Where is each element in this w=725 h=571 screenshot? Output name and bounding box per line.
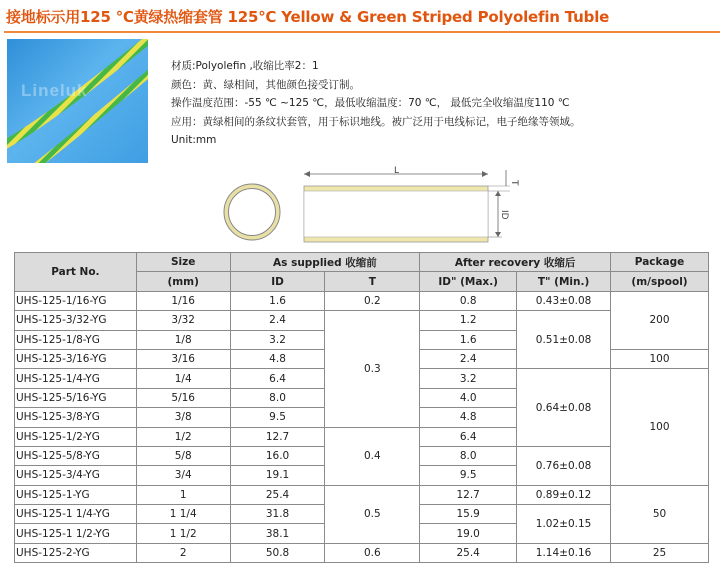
t-cell: 0.6 (325, 543, 420, 562)
id-max-cell: 4.8 (420, 408, 517, 427)
id-max-cell: 1.2 (420, 311, 517, 330)
id-max-cell: 8.0 (420, 446, 517, 465)
table-row (15, 291, 709, 310)
header-size: Size (136, 253, 230, 272)
header-package: Package (611, 253, 709, 272)
header-part-no: Part No. (15, 253, 137, 292)
tube-bore (304, 191, 488, 237)
header-size-unit: (mm) (136, 272, 230, 291)
id-max-cell: 2.4 (420, 349, 517, 368)
id-cell: 12.7 (230, 427, 325, 446)
t-cell: 0.5 (325, 485, 420, 543)
table-row (15, 485, 709, 504)
size-cell: 1/4 (136, 369, 230, 388)
package-cell: 200 (611, 291, 709, 349)
size-cell: 2 (136, 543, 230, 562)
t-min-cell: 0.89±0.12 (517, 485, 611, 504)
id-max-cell: 0.8 (420, 291, 517, 310)
t-min-cell: 0.43±0.08 (517, 291, 611, 310)
part-number-cell: UHS-125-1/2-YG (15, 427, 137, 446)
part-number-cell: UHS-125-5/8-YG (15, 446, 137, 465)
header-package-unit: (m/spool) (611, 272, 709, 291)
t-min-cell: 1.02±0.15 (517, 505, 611, 544)
id-cell: 16.0 (230, 446, 325, 465)
id-max-cell: 9.5 (420, 466, 517, 485)
t-cell: 0.4 (325, 427, 420, 485)
watermark-logo: Lineluk (21, 81, 88, 100)
part-number-cell: UHS-125-1/16-YG (15, 291, 137, 310)
part-number-cell: UHS-125-3/4-YG (15, 466, 137, 485)
package-cell: 100 (611, 349, 709, 368)
id-max-cell: 1.6 (420, 330, 517, 349)
package-cell: 100 (611, 369, 709, 485)
package-cell: 50 (611, 485, 709, 543)
size-cell: 1/16 (136, 291, 230, 310)
size-cell: 3/4 (136, 466, 230, 485)
product-photo (7, 39, 148, 163)
id-cell: 50.8 (230, 543, 325, 562)
size-cell: 1/8 (136, 330, 230, 349)
page-title: 接地标示用125 ℃黄绿热缩套管 125℃ Yellow & Green Striped Polyolefin Tuble (6, 8, 610, 26)
part-number-cell: UHS-125-1/4-YG (15, 369, 137, 388)
t-cell: 0.2 (325, 291, 420, 310)
part-number-cell: UHS-125-1-YG (15, 485, 137, 504)
id-cell: 4.8 (230, 349, 325, 368)
t-min-cell: 0.76±0.08 (517, 446, 611, 485)
tubing-illustration (7, 39, 148, 163)
id-cell: 6.4 (230, 369, 325, 388)
spec-material: 材质:Polyolefin ,收缩比率2：1 (171, 60, 319, 72)
table-row (15, 311, 709, 330)
size-cell: 1/2 (136, 427, 230, 446)
id-max-cell: 15.9 (420, 505, 517, 524)
size-cell: 1 1/2 (136, 524, 230, 543)
header-after-recovery: After recovery 收缩后 (420, 253, 611, 272)
title-divider (4, 31, 720, 33)
size-cell: 3/8 (136, 408, 230, 427)
id-cell: 19.1 (230, 466, 325, 485)
tube-side-view (296, 166, 526, 246)
part-number-cell: UHS-125-3/32-YG (15, 311, 137, 330)
id-cell: 31.8 (230, 505, 325, 524)
id-max-cell: 25.4 (420, 543, 517, 562)
t-min-cell: 1.14±0.16 (517, 543, 611, 562)
size-cell: 1 1/4 (136, 505, 230, 524)
header-t-min: T" (Min.) (517, 272, 611, 291)
id-cell: 9.5 (230, 408, 325, 427)
id-max-cell: 6.4 (420, 427, 517, 446)
size-cell: 1 (136, 485, 230, 504)
header-as-supplied: As supplied 收缩前 (230, 253, 420, 272)
id-cell: 25.4 (230, 485, 325, 504)
t-min-cell: 0.51±0.08 (517, 311, 611, 369)
id-cell: 2.4 (230, 311, 325, 330)
header-id-max: ID" (Max.) (420, 272, 517, 291)
specification-table (14, 252, 709, 563)
part-number-cell: UHS-125-5/16-YG (15, 388, 137, 407)
id-cell: 1.6 (230, 291, 325, 310)
part-number-cell: UHS-125-1 1/2-YG (15, 524, 137, 543)
id-cell: 38.1 (230, 524, 325, 543)
id-max-cell: 19.0 (420, 524, 517, 543)
thickness-label: T (509, 180, 519, 186)
id-cell: 8.0 (230, 388, 325, 407)
tube-end-view (222, 182, 282, 242)
table-row (15, 543, 709, 562)
table-header-row (15, 253, 709, 272)
part-number-cell: UHS-125-1/8-YG (15, 330, 137, 349)
header-id: ID (230, 272, 325, 291)
id-max-cell: 12.7 (420, 485, 517, 504)
part-number-cell: UHS-125-1 1/4-YG (15, 505, 137, 524)
spec-color: 颜色：黄、绿相间，其他颜色接受订制。 (171, 78, 360, 91)
id-max-cell: 3.2 (420, 369, 517, 388)
package-cell: 25 (611, 543, 709, 562)
id-max-cell: 4.0 (420, 388, 517, 407)
t-min-cell: 0.64±0.08 (517, 369, 611, 447)
size-cell: 5/16 (136, 388, 230, 407)
spec-application: 应用：黄绿相间的条纹状套管，用于标识地线。被广泛用于电线标记，电子绝缘等领域。 (171, 115, 581, 128)
id-label: ID (499, 210, 509, 220)
spec-temperature: 操作温度范围：-55 ℃ ~125 ℃，最低收缩温度：70 ℃， 最低完全收缩温度110 ℃ (171, 97, 570, 109)
size-cell: 5/8 (136, 446, 230, 465)
header-t: T (325, 272, 420, 291)
spec-unit: Unit:mm (171, 134, 217, 146)
length-label: L (394, 166, 400, 176)
id-cell: 3.2 (230, 330, 325, 349)
spec-list (171, 57, 581, 150)
part-number-cell: UHS-125-2-YG (15, 543, 137, 562)
size-cell: 3/32 (136, 311, 230, 330)
t-cell: 0.3 (325, 311, 420, 427)
size-cell: 3/16 (136, 349, 230, 368)
part-number-cell: UHS-125-3/8-YG (15, 408, 137, 427)
part-number-cell: UHS-125-3/16-YG (15, 349, 137, 368)
